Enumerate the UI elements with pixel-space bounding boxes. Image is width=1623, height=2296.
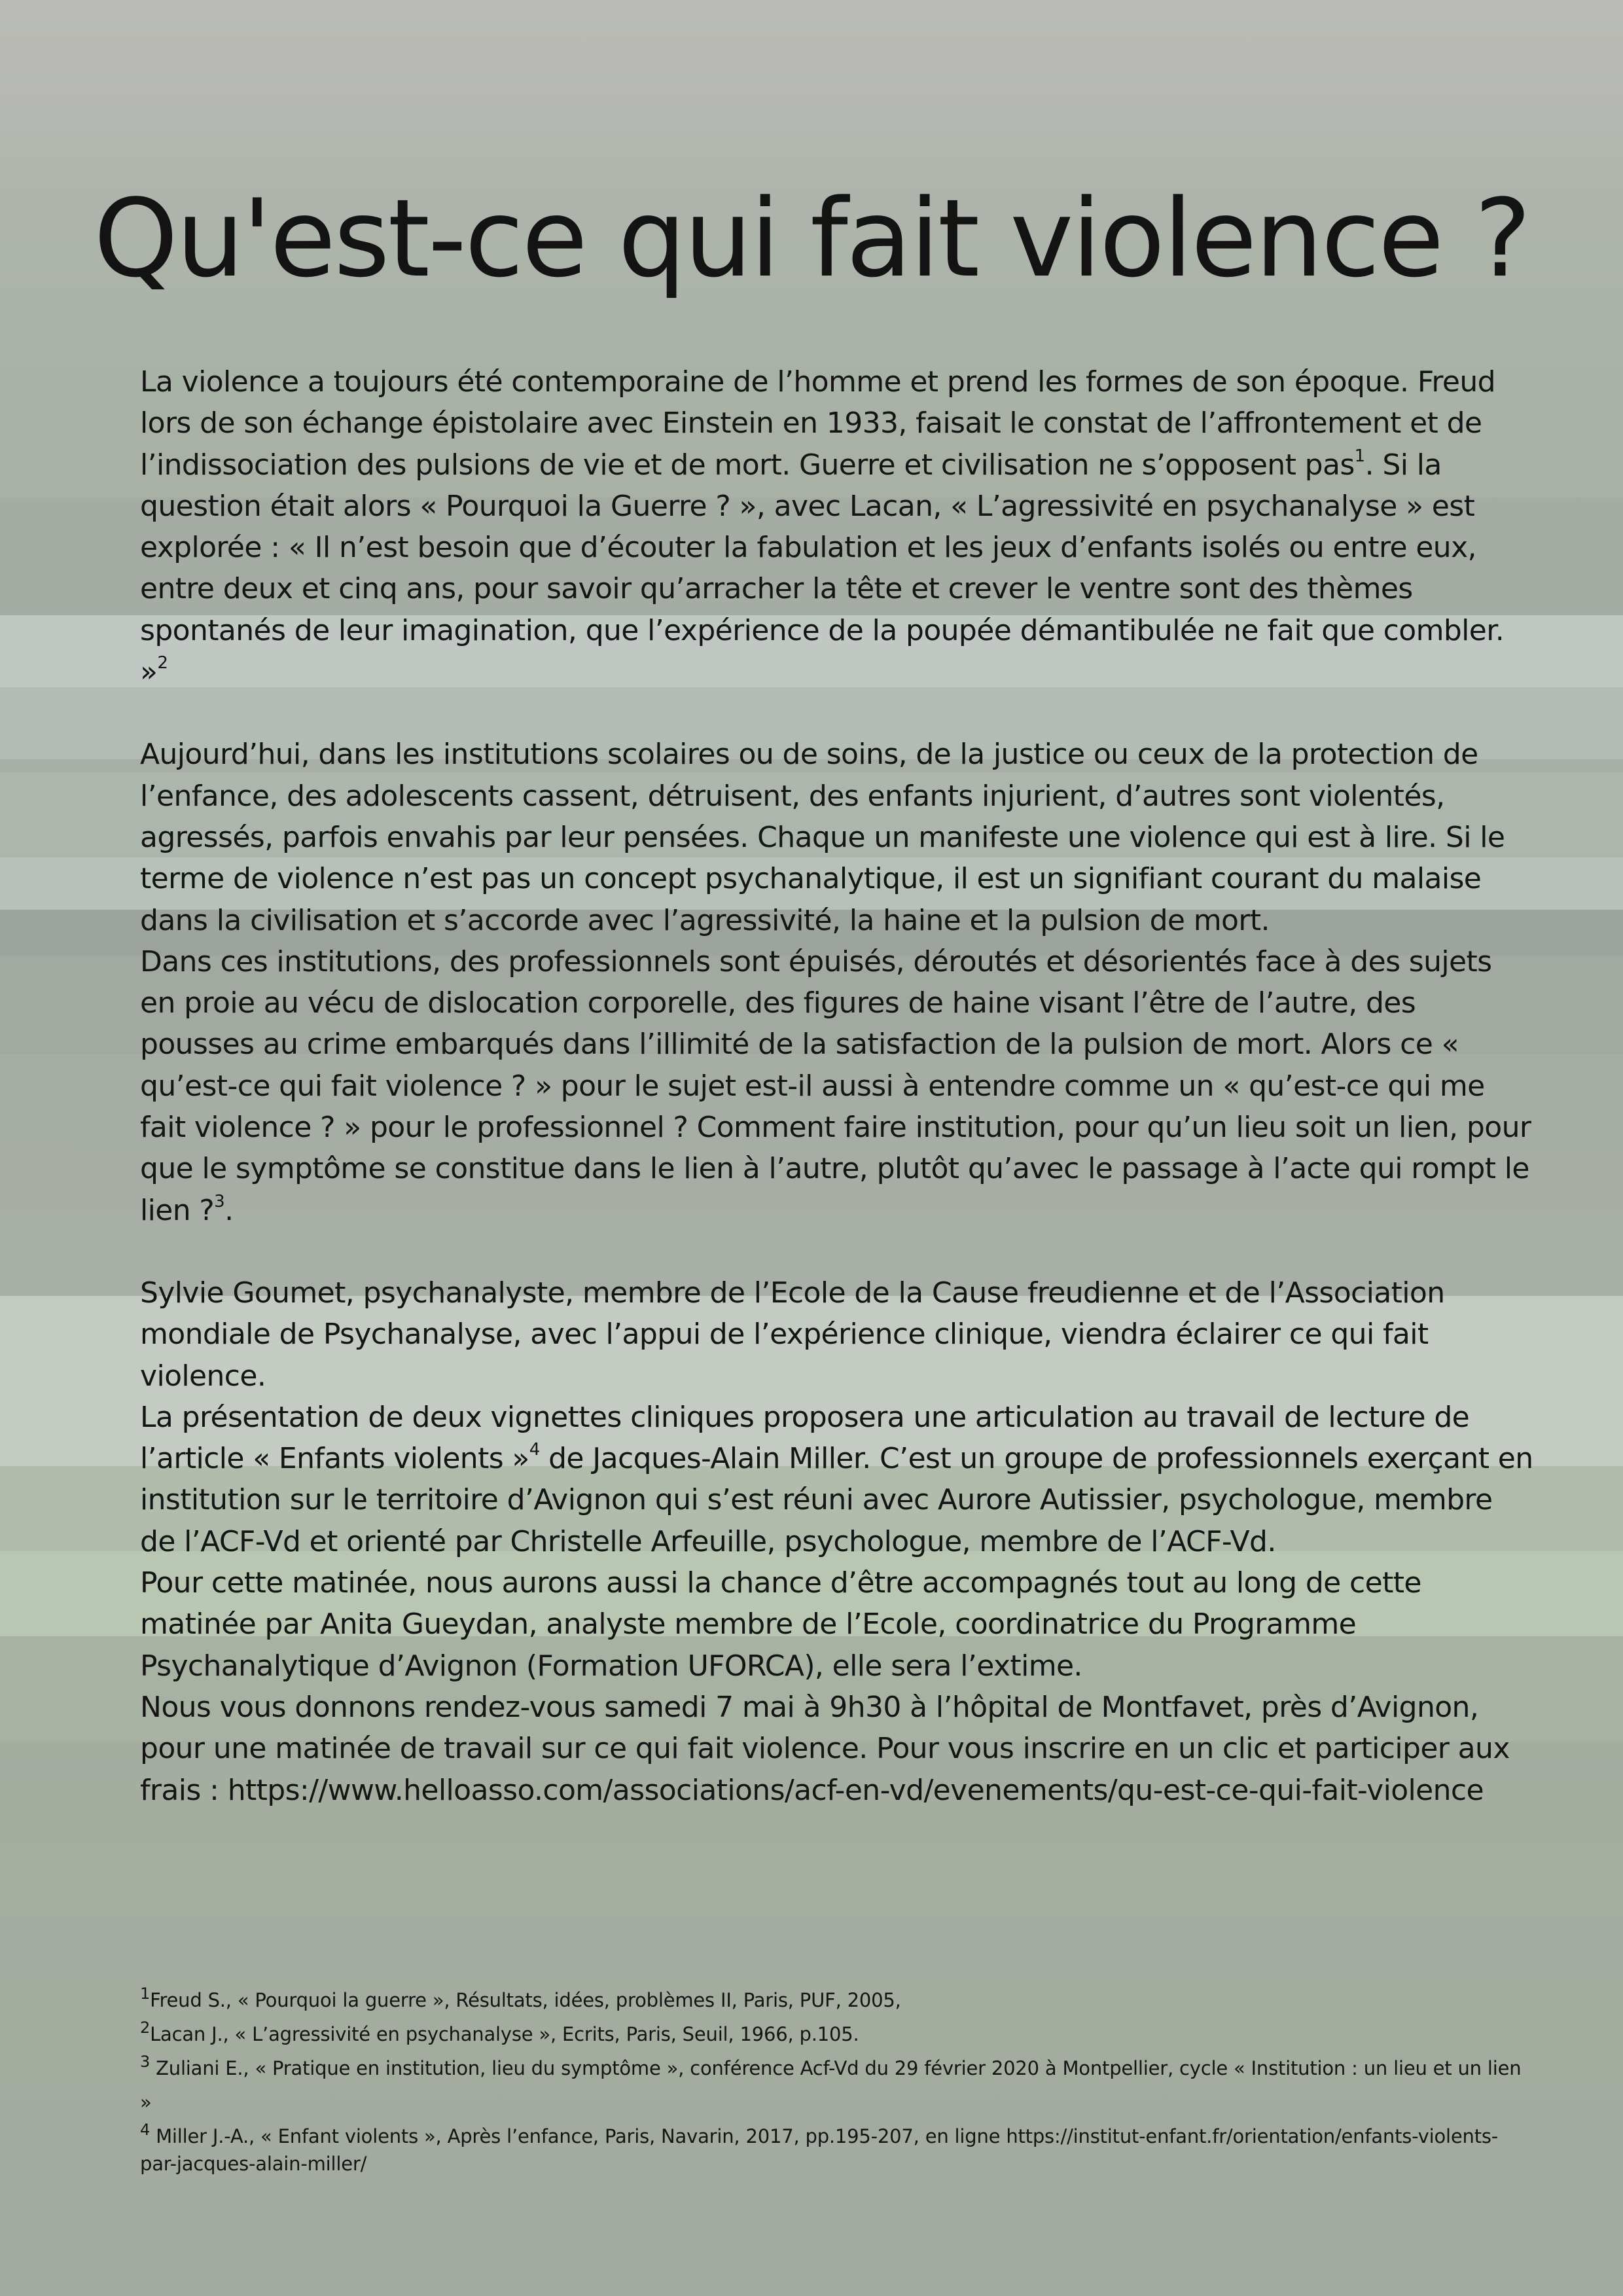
page-title: Qu'est-ce qui fait violence ? bbox=[94, 176, 1529, 301]
paragraph-gap bbox=[140, 1231, 1534, 1272]
footnote-ref[interactable]: 2 bbox=[157, 653, 168, 673]
paragraph-speaker: Sylvie Goumet, psychanalyste, membre de l’Ecole de la Cause freudienne et de l’Association mondiale de Psychanalyse, avec l’appui de l’expérience clinique, viendra éclairer ce qui fait violence. bbox=[140, 1276, 1445, 1393]
footnotes bbox=[140, 1983, 1534, 2178]
paragraph-intro: La violence a toujours été contemporaine de l’homme et prend les formes de son époque. Freud lors de son échange épistolaire avec Einstein en 1933, faisait le constat de l’affrontement et de l’indissociation des pulsions de vie et de mort. Guerre et civilisation ne s’opposent pas$^1$. Si la question était alors « Pourquoi la Guerre ? », avec Lacan, « L’agressivité en psychanalyse » est explorée : « Il n’est besoin que d’écouter la fabulation et les jeux d’enfants isolés ou entre eux, entre deux et cinq ans, pour savoir qu’arracher la tête et crever le ventre sont des thèmes spontanés de leur imagination, que l’expérience de la poupée démantibulée ne fait que combler. »$^2$ bbox=[140, 365, 1505, 689]
paragraph-registration: Nous vous donnons rendez-vous samedi 7 mai à 9h30 à l’hôpital de Montfavet, près d’Avignon, pour une matinée de travail sur ce qui fait violence. Pour vous inscrire en un clic et participer aux frais : https://www.helloasso.com/associations/acf-en-vd/evenements/qu-est-ce-qui-fait-violence bbox=[140, 1690, 1510, 1807]
footnote: $^3$ Zuliani E., « Pratique en institution, lieu du symptôme », conférence Acf-Vd du 29 février 2020 à Montpellier, cycle « Institution : un lieu et un lien » bbox=[140, 2053, 1522, 2113]
footnote-number: 4 bbox=[140, 2121, 151, 2139]
footnote: $^4$ Miller J.-A., « Enfant violents », Après l’enfance, Paris, Navarin, 2017, pp.195-207, en ligne https://institut-enfant.fr/orientation/enfants-violents-par-jacques-alain-miller/ bbox=[140, 2121, 1499, 2175]
footnote-ref[interactable]: 3 bbox=[214, 1191, 225, 1211]
paragraph-institutions: Aujourd’hui, dans les institutions scolaires ou de soins, de la justice ou ceux de la protection de l’enfance, des adolescents cassent, détruisent, des enfants injurient, d’autres sont violentés, agressés, parfois envahis par leur pensées. Chaque un manifeste une violence qui est à lire. Si le terme de violence n’est pas un concept psychanalytique, il est un signifiant courant du malaise dans la civilisation et s’accorde avec l’agressivité, la haine et la pulsion de mort. bbox=[140, 738, 1505, 937]
footnote-ref[interactable]: 4 bbox=[529, 1440, 540, 1460]
footnote: $^1$Freud S., « Pourquoi la guerre », Résultats, idées, problèmes II, Paris, PUF, 2005, bbox=[140, 1984, 901, 2011]
footnote-number: 2 bbox=[140, 2018, 151, 2037]
footnote-number: 3 bbox=[140, 2053, 151, 2071]
paragraph-vignettes: La présentation de deux vignettes cliniques proposera une articulation au travail de lecture de l’article « Enfants violents »$^4$ de Jacques-Alain Miller. C’est un groupe de professionnels exerçant en institution sur le territoire d’Avignon qui s’est réuni avec Aurore Autissier, psychologue, membre de l’ACF-Vd et orienté par Christelle Arfeuille, psychologue, membre de l’ACF-Vd. bbox=[140, 1400, 1533, 1558]
footnote-ref[interactable]: 1 bbox=[1354, 446, 1365, 466]
article-body bbox=[140, 361, 1534, 1811]
paragraph-morning: Pour cette matinée, nous aurons aussi la chance d’être accompagnés tout au long de cette matinée par Anita Gueydan, analyste membre de l’Ecole, coordinatrice du Programme Psychanalytique d’Avignon (Formation UFORCA), elle sera l’extime. bbox=[140, 1566, 1421, 1683]
footnote-number: 1 bbox=[140, 1984, 151, 2003]
paragraph-professionals: Dans ces institutions, des professionnels sont épuisés, déroutés et désorientés face à des sujets en proie au vécu de dislocation corporelle, des figures de haine visant l’être de l’autre, des pousses au crime embarqués dans l’illimité de la satisfaction de la pulsion de mort. Alors ce « qu’est-ce qui fait violence ? » pour le sujet est-il aussi à entendre comme un « qu’est-ce qui me fait violence ? » pour le professionnel ? Comment faire institution, pour qu’un lieu soit un lien, pour que le symptôme se constitue dans le lien à l’autre, plutôt qu’avec le passage à l’acte qui rompt le lien ?$^3$. bbox=[140, 944, 1531, 1227]
paragraph-gap bbox=[140, 692, 1534, 734]
footnote: $^2$Lacan J., « L’agressivité en psychanalyse », Ecrits, Paris, Seuil, 1966, p.105. bbox=[140, 2018, 859, 2045]
